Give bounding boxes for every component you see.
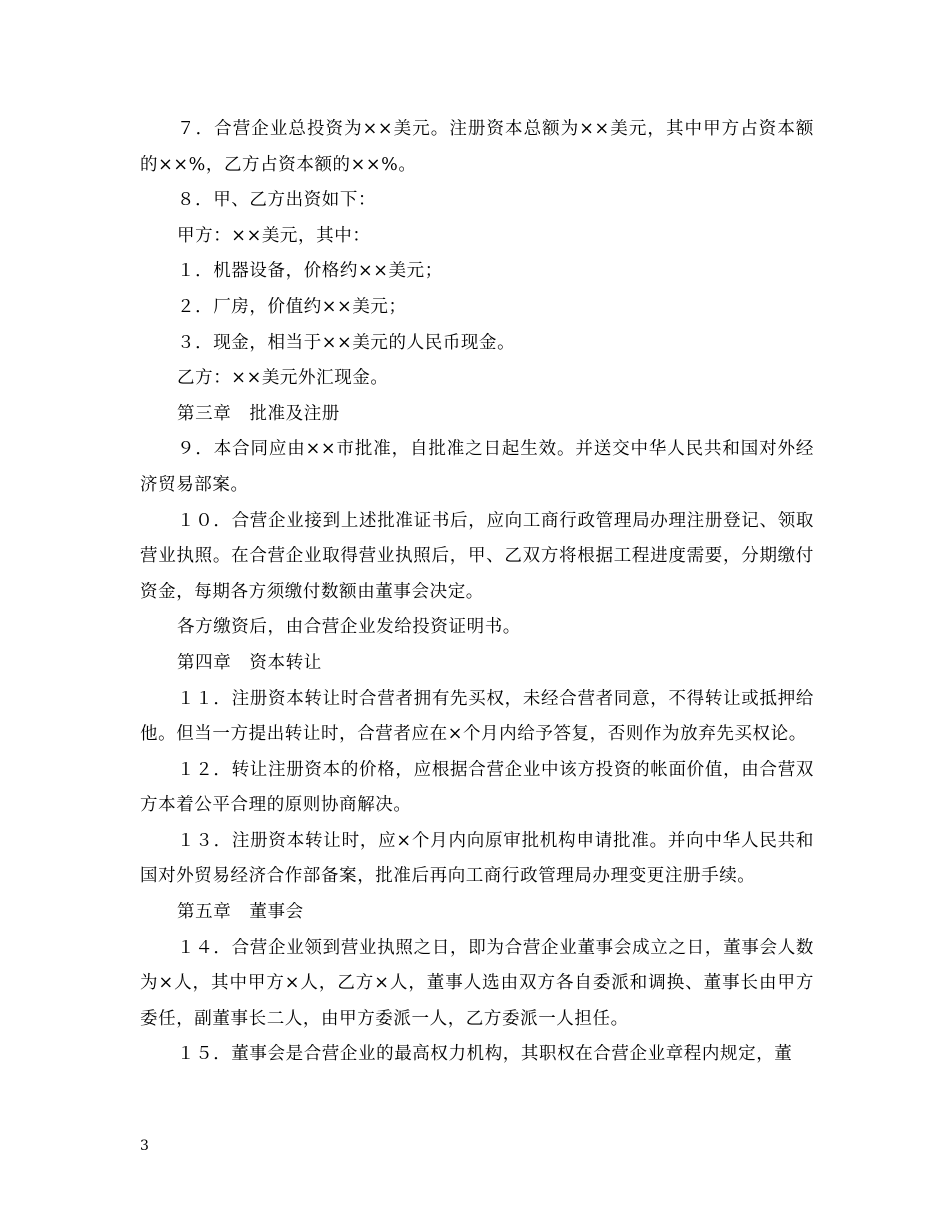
paragraph-investment-certificate: 各方缴资后，由合营企业发给投资证明书。 [177, 617, 521, 638]
chapter-heading-3: 第三章 批准及注册 [177, 403, 340, 424]
paragraph-item-plant: ２．厂房，价值约××美元； [177, 296, 407, 317]
page-number: 3 [140, 1138, 149, 1154]
paragraph-article-14: １４．合营企业领到营业执照之日，即为合营企业董事会成立之日，董事会人数为×人，其中甲方×人，乙方×人，董事人选由双方各自委派和调换、董事长由甲方委任，副董事长二人，由甲方委派一人，乙方委派一人担任。 [140, 937, 814, 1029]
paragraph-article-8: ８．甲、乙方出资如下： [177, 190, 377, 211]
paragraph-article-10: １０．合营企业接到上述批准证书后，应向工商行政管理局办理注册登记、领取营业执照。在合营企业取得营业执照后，甲、乙双方将根据工程进度需要，分期缴付资金，每期各方须缴付数额由董事会决定。 [140, 510, 814, 602]
document-body [140, 112, 814, 1073]
chapter-heading-5: 第五章 董事会 [177, 902, 304, 923]
paragraph-article-7: ７．合营企业总投资为××美元。注册资本总额为××美元，其中甲方占资本额的××%，乙方占资本额的××%。 [140, 119, 814, 175]
paragraph-article-15: １５．董事会是合营企业的最高权力机构，其职权在合营企业章程内规定，董 [177, 1044, 793, 1065]
paragraph-item-machinery: １．机器设备，价格约××美元； [177, 261, 443, 282]
paragraph-item-cash: ３．现金，相当于××美元的人民币现金。 [177, 332, 516, 353]
paragraph-article-9: ９．本合同应由××市批准，自批准之日起生效。并送交中华人民共和国对外经济贸易部案。 [140, 439, 814, 495]
paragraph-article-13: １３．注册资本转让时，应×个月内向原审批机构申请批准。并向中华人民共和国对外贸易经济合作部备案，批准后再向工商行政管理局办理变更注册手续。 [140, 830, 814, 887]
paragraph-article-12: １２．转让注册资本的价格，应根据合营企业中该方投资的帐面价值，由合营双方本着公平合理的原则协商解决。 [140, 759, 814, 816]
paragraph-party-a-contribution: 甲方：××美元，其中： [177, 225, 371, 246]
paragraph-article-11: １１．注册资本转让时合营者拥有先买权，未经合营者同意，不得转让或抵押给他。但当一方提出转让时，合营者应在×个月内给予答复，否则作为放弃先买权论。 [140, 688, 814, 745]
paragraph-party-b-contribution: 乙方：××美元外汇现金。 [177, 368, 389, 389]
chapter-heading-4: 第四章 资本转让 [177, 652, 322, 673]
